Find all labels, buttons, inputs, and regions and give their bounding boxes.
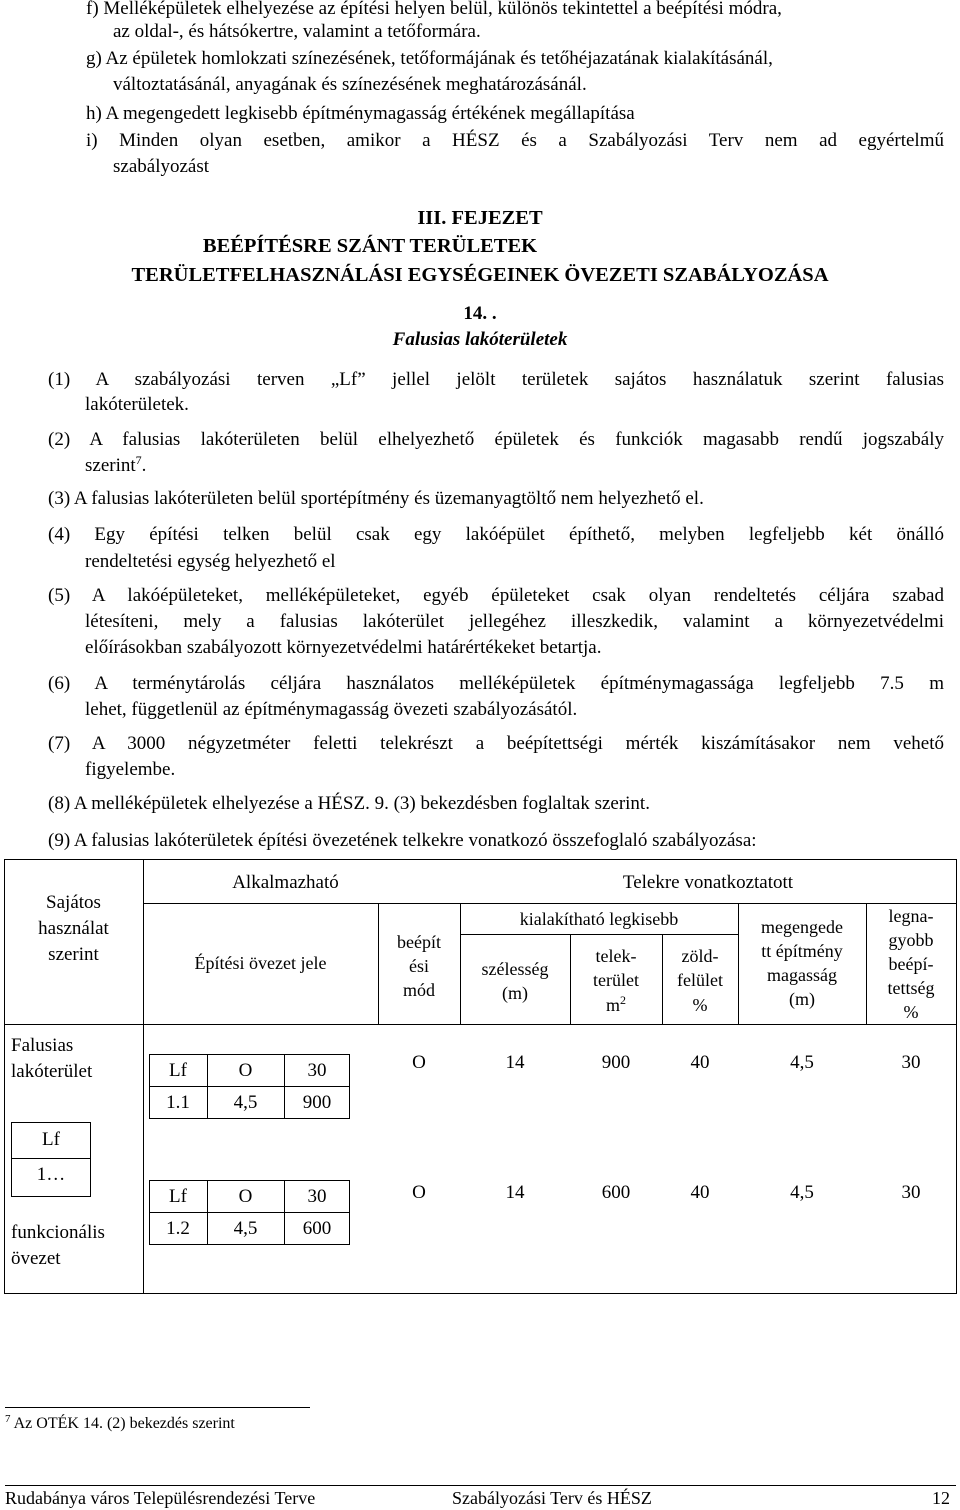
header-szelesseg-1: szélesség — [481, 959, 549, 979]
paragraph-1-line2: lakóterületek. — [85, 394, 189, 415]
paragraph-3: (3) A falusias lakóterületen belül sportépítmény és üzemanyagtöltő nem helyezhető el. — [48, 488, 704, 509]
row1-code-type: Lf — [169, 1060, 187, 1081]
header-legnagyobb-1: legna- — [888, 906, 934, 926]
section-number: 14. . — [463, 303, 497, 324]
paragraph-4-line2: rendeltetési egység helyezhető el — [85, 551, 336, 572]
header-megengedett-2: tt építmény — [761, 941, 843, 961]
footnote-number: 7 — [5, 1413, 11, 1425]
row1-szelesseg: 14 — [505, 1052, 525, 1073]
chapter-number: III. FEJEZET — [417, 207, 543, 229]
row2-code-telek: 600 — [302, 1218, 332, 1239]
row1-magassag: 4,5 — [790, 1052, 814, 1073]
footer-center: Szabályozási Terv és HÉSZ — [452, 1488, 652, 1508]
paragraph-2-line2 — [85, 453, 146, 479]
chapter-title-line2: TERÜLETFELHASZNÁLÁSI EGYSÉGEINEK ÖVEZETI SZABÁLYOZÁSA — [131, 264, 829, 286]
list-item-i-line1: i) Minden olyan esetben, amikor a HÉSZ és a Szabályozási Terv nem ad egyértelmű — [86, 130, 944, 151]
header-kialakithato: kialakítható legkisebb — [519, 909, 679, 929]
list-item-g-line2: változtatásánál, anyagának és színezésének meghatározásánál. — [113, 74, 587, 95]
header-beepitesi-mod-1: beépít — [397, 932, 441, 952]
header-sajatos-3: szerint — [48, 944, 99, 965]
row2-telekterulet: 600 — [601, 1182, 631, 1203]
row1-beepitettseg: 30 — [901, 1052, 921, 1073]
footnote — [5, 1412, 235, 1436]
row1-code-number: 1.1 — [166, 1092, 190, 1113]
paragraph-5-line1: (5) A lakóépületeket, melléképületeket, egyéb épületeket csak olyan rendeltetés céljára szabad — [48, 585, 944, 606]
zone-label-2a: funkcionális — [11, 1222, 105, 1243]
paragraph-6-line2: lehet, függetlenül az építménymagasság övezeti szabályozásától. — [85, 699, 578, 720]
paragraph-7-line1: (7) A 3000 négyzetméter feletti telekrészt a beépítettségi mérték kiszámításakor nem vehető — [48, 733, 944, 754]
header-telekterulet-unit: m — [605, 995, 620, 1015]
header-megengedett-3: magasság — [767, 965, 837, 985]
paragraph-5-line3: előírásokban szabályozott környezetvédelmi határértékeket betartja. — [85, 637, 602, 658]
list-item-h-line1: h) A megengedett legkisebb építménymagasság értékének megállapítása — [86, 103, 635, 124]
paragraph-7-line2: figyelembe. — [85, 759, 176, 780]
header-beepitesi-mod-2: ési — [409, 956, 429, 976]
row1-zoldfelulet: 40 — [690, 1052, 710, 1073]
header-legnagyobb-5: % — [903, 1002, 919, 1022]
zone-box-number: 1… — [36, 1164, 66, 1185]
row1-code-beepitettseg: 30 — [307, 1060, 327, 1081]
paragraph-1-line1: (1) A szabályozási terven „Lf” jellel jelölt területek sajátos használatuk szerint falusias — [48, 369, 944, 390]
row2-code-type: Lf — [169, 1186, 187, 1207]
footnote-ref: 7 — [135, 453, 142, 467]
paragraph-2-line1: (2) A falusias lakóterületen belül elhelyezhető épületek és funkciók magasabb rendű jogszabály — [48, 429, 944, 450]
paragraph-4-line1: (4) Egy építési telken belül csak egy lakóépület építhető, melyben legfeljebb két önálló — [48, 524, 944, 545]
paragraph-2-text: szerint — [85, 455, 136, 476]
header-legnagyobb-4: tettség — [887, 978, 935, 998]
zone-box-lf: Lf — [42, 1129, 60, 1150]
row1-telekterulet: 900 — [601, 1052, 631, 1073]
paragraph-9: (9) A falusias lakóterületek építési övezetének telkekre vonatkozó összefoglaló szabályozása: — [48, 830, 757, 851]
header-megengedett-1: megengede — [761, 917, 843, 937]
row2-szelesseg: 14 — [505, 1182, 525, 1203]
header-zoldfelulet-1: zöld- — [681, 946, 719, 966]
row1-code-mod: O — [238, 1060, 253, 1081]
paragraph-6-line1: (6) A terménytárolás céljára használatos melléképületek építménymagassága legfeljebb 7.5 m — [48, 673, 944, 694]
header-epitesi-ovezet: Építési övezet jele — [194, 953, 327, 973]
header-telekterulet-3 — [570, 992, 662, 1018]
header-telekterulet-2: terület — [593, 970, 639, 990]
header-legnagyobb-3: beépí- — [888, 954, 934, 974]
header-telekterulet-sup: 2 — [620, 993, 626, 1007]
row2-code-mod: O — [238, 1186, 253, 1207]
row1-code-magassag: 4,5 — [233, 1092, 258, 1113]
zone-label-1b: lakóterület — [11, 1061, 93, 1082]
zone-label-2b: övezet — [11, 1248, 61, 1269]
header-megengedett-4: (m) — [789, 989, 815, 1009]
list-item-f-line1: f) Melléképületek elhelyezése az építési helyen belül, különös tekintettel a beépítési módra, — [86, 0, 782, 19]
header-zoldfelulet-3: % — [692, 995, 708, 1015]
header-alkalmazhato: Alkalmazható — [232, 872, 339, 893]
row2-beepitettseg: 30 — [901, 1182, 921, 1203]
list-item-g-line1: g) Az épületek homlokzati színezésének, tetőformájának és tetőhéjazatának kialakításánál, — [86, 48, 773, 69]
header-beepitesi-mod-3: mód — [402, 980, 435, 1000]
footer-left: Rudabánya város Településrendezési Terve — [5, 1488, 316, 1508]
header-telekterulet-1: telek- — [595, 946, 637, 966]
footnote-separator — [5, 1407, 310, 1408]
row2-code-magassag: 4,5 — [233, 1218, 258, 1239]
header-telekre: Telekre vonatkoztatott — [622, 872, 794, 893]
header-sajatos-1: Sajátos — [46, 892, 101, 913]
row2-magassag: 4,5 — [790, 1182, 814, 1203]
row2-beepitesi-mod: O — [412, 1182, 426, 1203]
header-szelesseg-2: (m) — [502, 983, 528, 1003]
header-legnagyobb-2: gyobb — [888, 930, 934, 950]
footnote-text: Az OTÉK 14. (2) bekezdés szerint — [13, 1415, 235, 1432]
header-sajatos-2: használat — [38, 918, 109, 939]
header-zoldfelulet-2: felület — [677, 970, 723, 990]
row2-zoldfelulet: 40 — [690, 1182, 710, 1203]
list-item-i-line2: szabályozást — [113, 156, 210, 177]
row1-beepitesi-mod: O — [412, 1052, 426, 1073]
row1-code-telek: 900 — [302, 1092, 332, 1113]
paragraph-5-line2: létesíteni, mely a falusias lakóterület jellegéhez illeszkedik, valamint a környezetvédelmi — [85, 611, 944, 632]
footer-page-number: 12 — [932, 1488, 950, 1508]
row2-code-beepitettseg: 30 — [307, 1186, 327, 1207]
chapter-title-line1: BEÉPÍTÉSRE SZÁNT TERÜLETEK — [202, 235, 538, 257]
paragraph-2-end: . — [141, 455, 147, 476]
paragraph-8: (8) A melléképületek elhelyezése a HÉSZ. 9. (3) bekezdésben foglaltak szerint. — [48, 793, 650, 814]
row2-code-number: 1.2 — [166, 1218, 190, 1239]
list-item-f-line2: az oldal-, és hátsókertre, valamint a tetőformára. — [113, 21, 481, 42]
zone-label-1a: Falusias — [11, 1035, 74, 1056]
section-title: Falusias lakóterületek — [392, 329, 568, 350]
